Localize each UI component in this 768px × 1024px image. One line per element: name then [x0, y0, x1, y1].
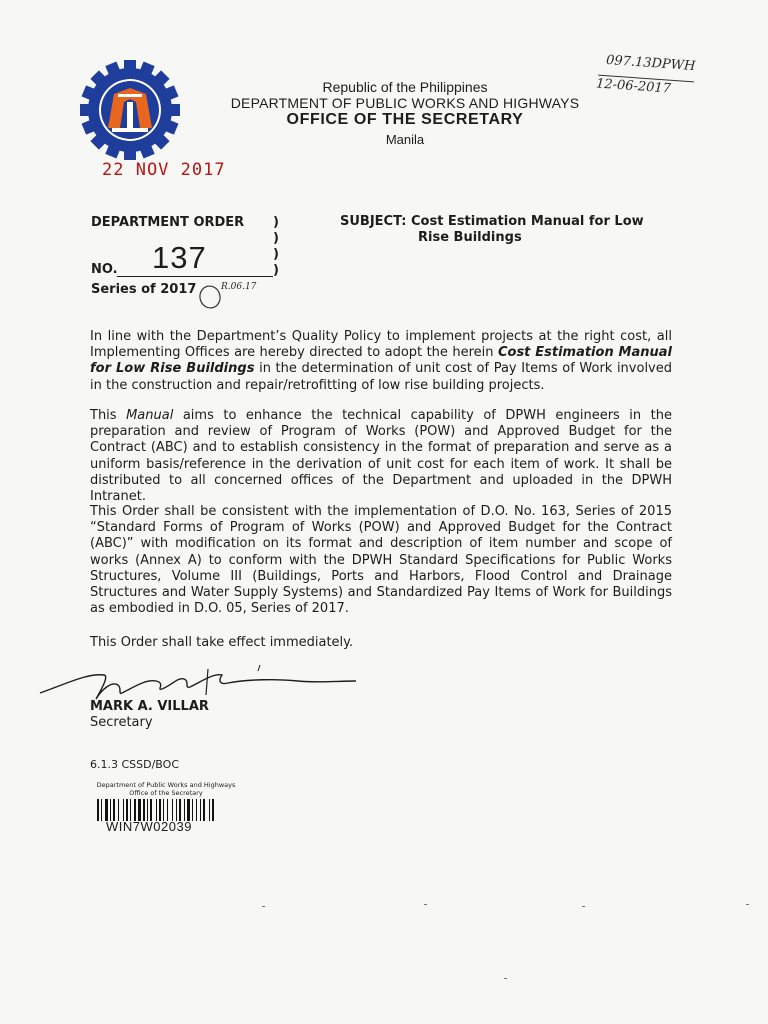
subject-block: [340, 214, 670, 246]
barcode-bar: [184, 799, 185, 821]
body-paragraph-3: This Order shall be consistent with the implementation of D.O. No. 163, Series of 2015 “Standard Forms of Program of Works (POW) and Approved Budget for the Contract (ABC)” with modification on its format and description of item number and scope of works (Annex A) to conform with the DPWH Standard Specifications for Public Works Structures, Volume III (Buildings, Ports and Harbors, Flood Control and Drainage Structures and Water Supply Systems) and Standardized Pay Items of Work for Buildings as embodied in D.O. 05, Series of 2017.: [90, 504, 672, 617]
handwritten-date: 12-06-2017: [595, 76, 672, 97]
barcode-bar: [209, 799, 210, 821]
seal-gear-tooth: [166, 104, 180, 116]
barcode-dept-line-1: Department of Public Works and Highways: [96, 781, 236, 789]
barcode-bar: [196, 799, 197, 821]
manual-title-emphasis: Cost Estimation Manual for Low Rise Buildings: [90, 345, 672, 377]
barcode-bar: [179, 799, 181, 821]
paragraph-text: This: [90, 408, 127, 423]
republic-heading: Republic of the Philippines: [322, 79, 488, 95]
barcode-bar: [130, 799, 131, 821]
dpwh-seal-logo: [78, 58, 182, 162]
body-paragraph-4: This Order shall take effect immediately.: [90, 635, 354, 650]
barcode-bar: [113, 799, 115, 821]
order-number: 137: [152, 240, 207, 275]
scan-speck: [424, 904, 427, 905]
paragraph-text: In line with the Department’s Quality Policy to implement projects at the right cost, all Implementing Offices are hereby directed to adopt the herein: [90, 329, 672, 361]
barcode-bar: [212, 799, 214, 821]
barcode-bar: [97, 799, 99, 821]
body-paragraph-2: [90, 408, 672, 505]
signatory-name: MARK A. VILLAR: [90, 699, 209, 714]
barcode-bar: [159, 799, 161, 821]
barcode-bar: [192, 799, 193, 821]
barcode-icon: [97, 799, 235, 821]
barcode-bar: [110, 799, 111, 821]
scan-speck: [746, 904, 749, 905]
scan-speck: [262, 906, 265, 907]
signatory-title: Secretary: [90, 715, 153, 730]
barcode-bar: [126, 799, 128, 821]
barcode-bar: [143, 799, 145, 821]
subject-line-2: Rise Buildings: [418, 230, 522, 245]
barcode-bar: [105, 799, 108, 821]
subject-line-1: Cost Estimation Manual for Low: [410, 214, 644, 229]
barcode-department-label: [86, 782, 246, 797]
barcode-bar: [176, 799, 177, 821]
handwritten-signature: [38, 655, 368, 725]
barcode-bar: [118, 799, 119, 821]
handwritten-series-note: R.06.17: [221, 282, 257, 292]
office-heading: OFFICE OF THE SECRETARY: [286, 111, 524, 128]
bracket-paren: ): [273, 247, 279, 262]
subject-label: SUBJECT:: [340, 214, 407, 229]
barcode-bar: [138, 799, 141, 821]
handwritten-circle-mark: [196, 283, 224, 311]
series-label: Series of 2017: [91, 282, 197, 297]
barcode-bar: [101, 799, 102, 821]
bracket-paren: ): [273, 215, 279, 230]
barcode-number: WIN7W02039: [106, 819, 192, 834]
barcode-bar: [167, 799, 168, 821]
order-number-underline: [117, 276, 273, 277]
barcode-bar: [134, 799, 136, 821]
city-heading: Manila: [385, 132, 425, 147]
barcode-bar: [172, 799, 173, 821]
reference-code: 6.1.3 CSSD/BOC: [90, 758, 179, 771]
barcode-bar: [123, 799, 124, 821]
body-paragraph-1: [90, 329, 672, 394]
barcode-bar: [200, 799, 201, 821]
barcode-bar: [147, 799, 148, 821]
scan-speck: [504, 978, 507, 979]
department-order-label: DEPARTMENT ORDER: [91, 215, 245, 230]
seal-gear-tooth: [124, 146, 136, 160]
bracket-paren: ): [273, 263, 279, 278]
order-number-label: NO.: [91, 262, 118, 277]
barcode-bar: [156, 799, 157, 821]
seal-gear-tooth: [80, 104, 94, 116]
bracket-paren: ): [273, 231, 279, 246]
scan-speck: [582, 906, 585, 907]
paragraph-text: aims to enhance the technical capability of DPWH engineers in the preparation and review of Program of Works (POW) and Approved Budget for the Contract (ABC) and to establish consistency in the format of preparation and serve as a uniform basis/reference in the derivation of unit cost for each item of work. It shall be distributed to all concerned offices of the Department and uploaded in the DPWH Intranet.: [90, 408, 672, 505]
seal-gear-tooth: [124, 60, 136, 74]
department-heading: DEPARTMENT OF PUBLIC WORKS AND HIGHWAYS: [230, 95, 580, 111]
barcode-dept-line-2: Office of the Secretary: [129, 788, 203, 797]
handwritten-tracking-code: 097.13DPWH: [605, 52, 696, 75]
barcode-bar: [150, 799, 152, 821]
paragraph-text: in the determination of unit cost of Pay Items of Work involved in the construction and repair/retrofitting of low rise building projects.: [90, 361, 672, 393]
manual-emphasis: Manual: [126, 408, 174, 423]
barcode-bar: [203, 799, 205, 821]
barcode-bar: [187, 799, 190, 821]
barcode-bar: [163, 799, 164, 821]
stamp-date: 22 NOV 2017: [102, 160, 226, 180]
